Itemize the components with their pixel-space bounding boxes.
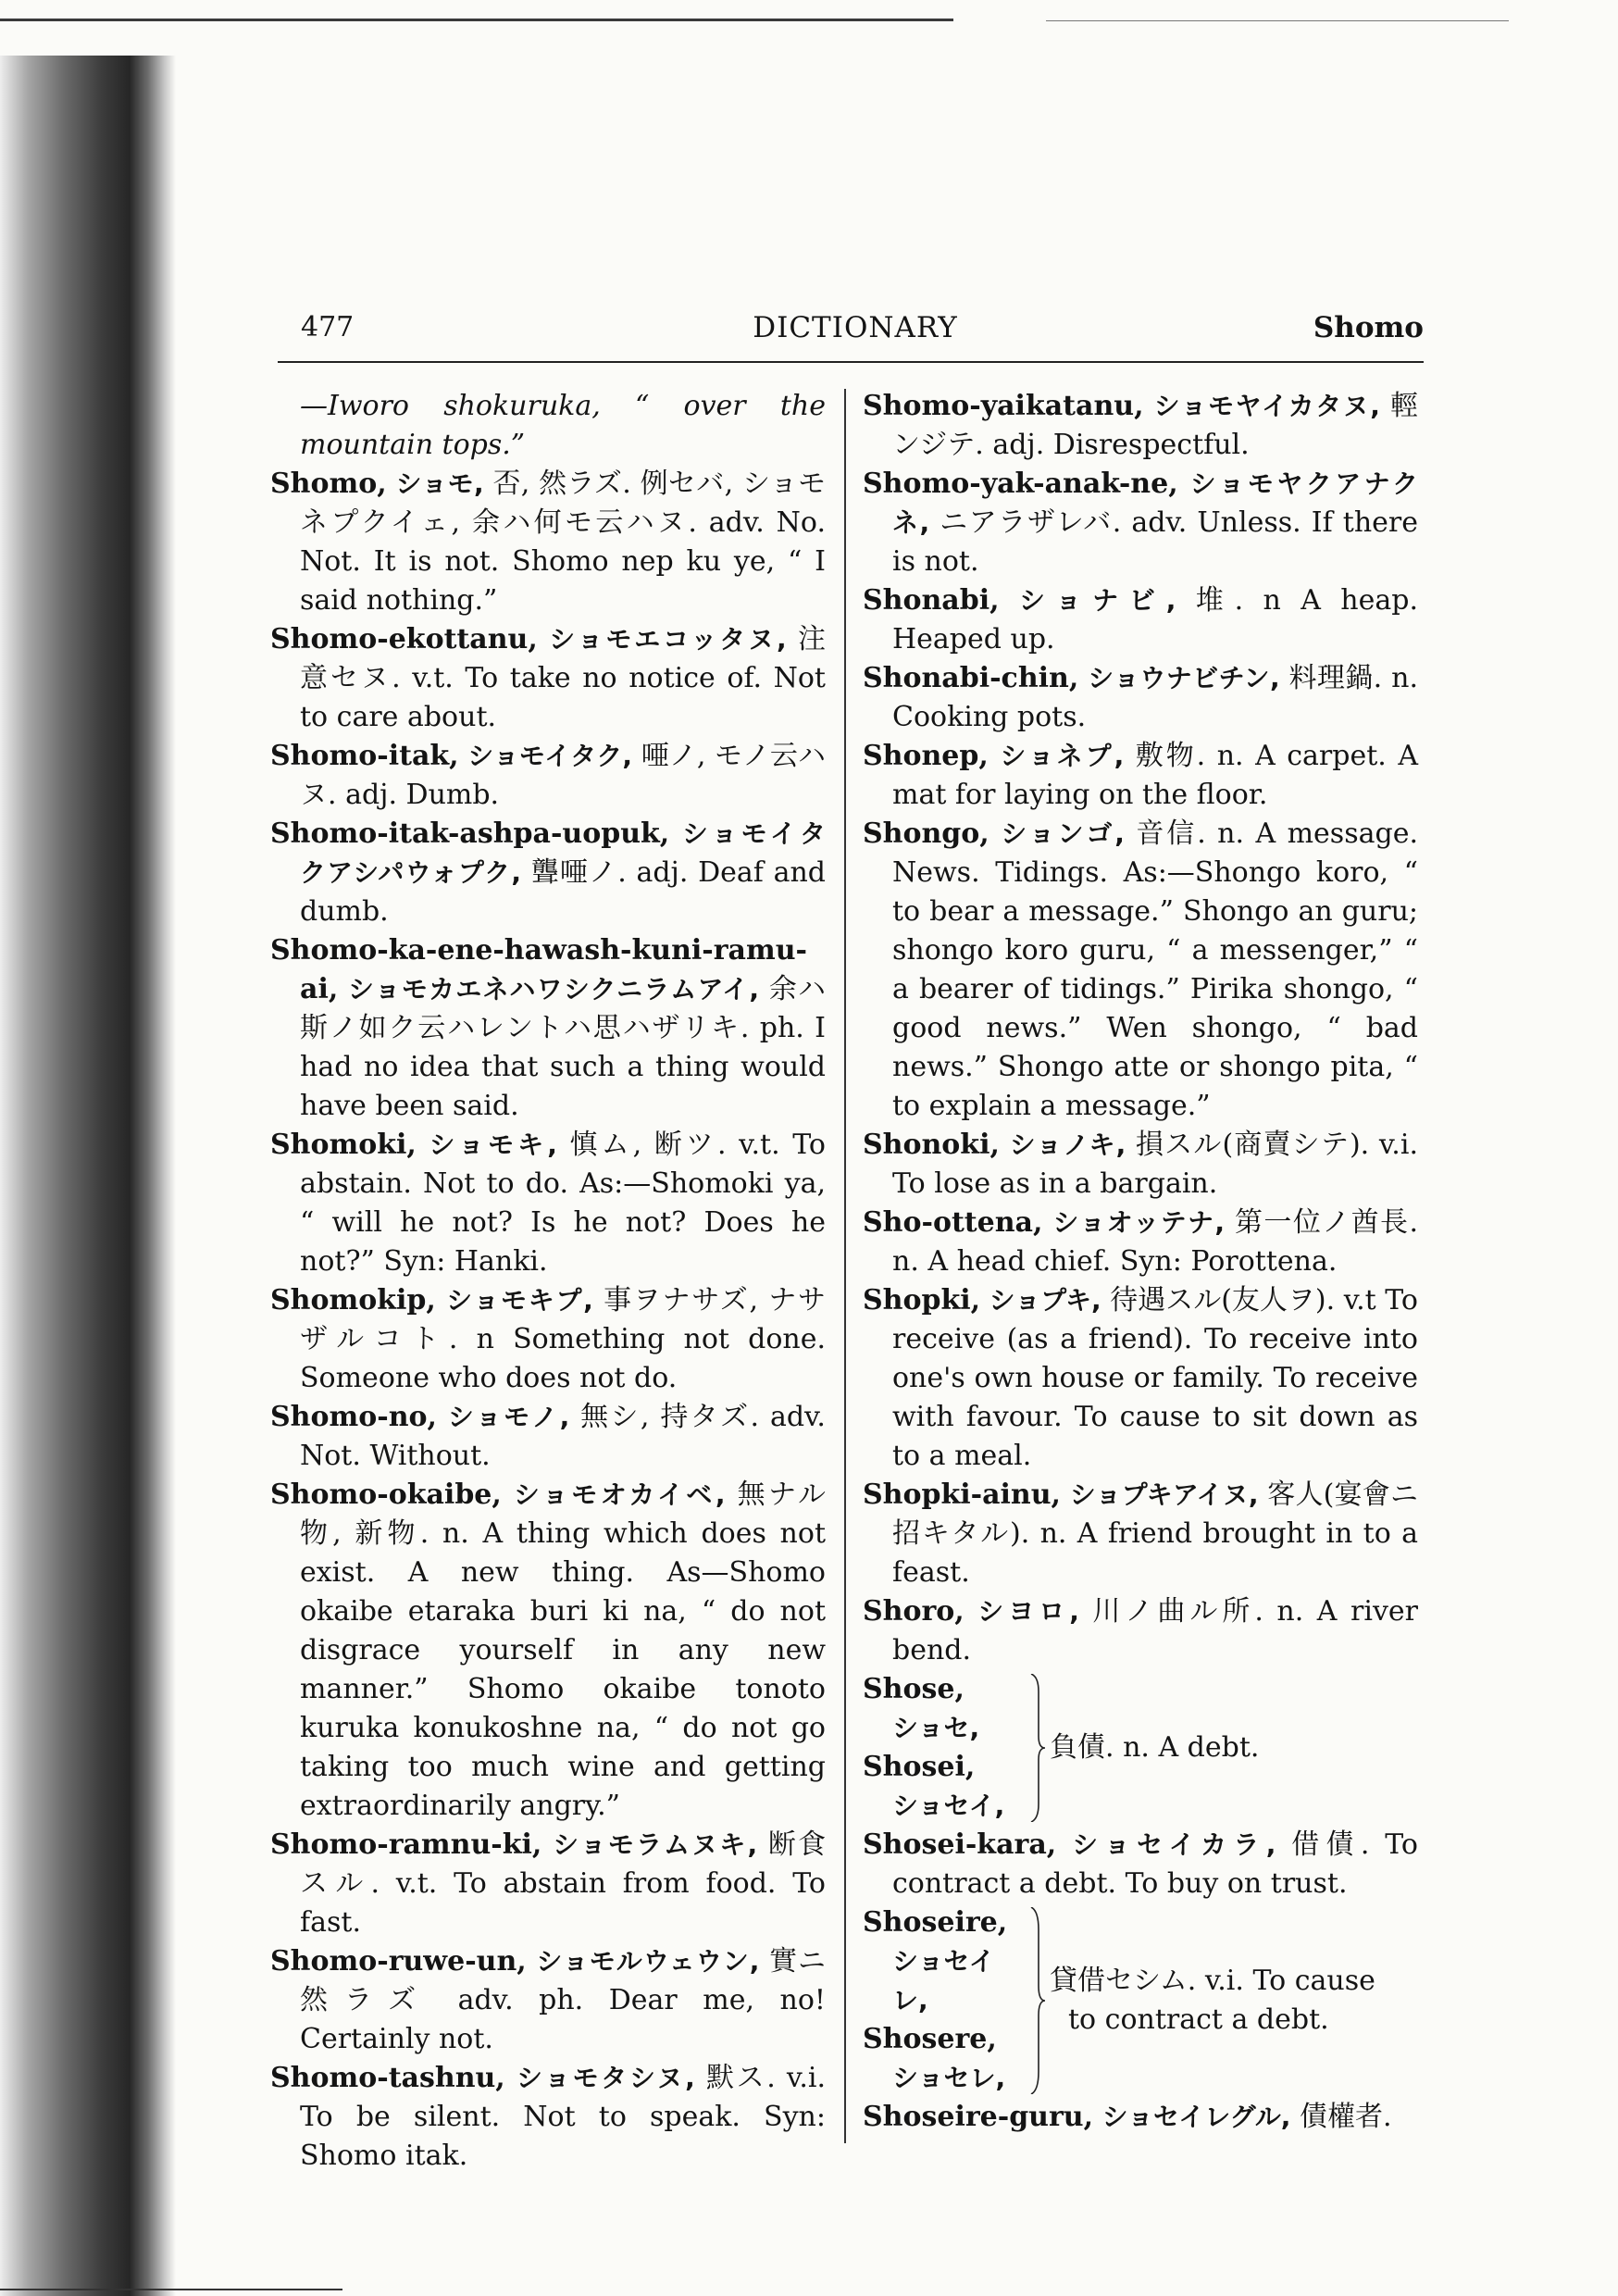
katakana: ショセ, [892, 1713, 980, 1743]
definition: 借債. To contract a debt. To buy on trust. [892, 1828, 1418, 1900]
katakana: ショモラムヌキ, [553, 1829, 758, 1860]
dictionary-entry [270, 815, 826, 931]
headword: Shopki-ainu, [863, 1479, 1061, 1511]
header-rule [278, 361, 1424, 363]
dictionary-entry [863, 1592, 1418, 1670]
dictionary-entry [863, 465, 1418, 581]
katakana: ショモキプ, [446, 1285, 593, 1316]
definition: 堆. n A heap. Heaped up. [892, 584, 1418, 655]
katakana: ショモヤイカタヌ, [1153, 391, 1380, 421]
headword: Shomoki, [270, 1129, 417, 1161]
definition: 客人(宴會ニ招キタル). n. A friend brought in to a feast. [892, 1479, 1418, 1589]
definition: 第一位ノ酋長. n. A head chief. Syn: Porottena. [892, 1206, 1418, 1278]
headword: Shosei, [863, 1751, 976, 1783]
headword: Shoseire, [863, 1906, 1008, 1939]
guide-word: Shomo [1313, 311, 1424, 344]
headword: Shomo-ruwe-un, [270, 1945, 527, 1978]
katakana: ショモカエネハワシクニラムアイ, [348, 974, 760, 1004]
left-column [270, 387, 826, 2176]
group-headwords [863, 1670, 1029, 1826]
definition: 默ス. v.i. To be silent. Not to speak. Syn: Shomo itak. [300, 2062, 826, 2172]
dictionary-entry [270, 1126, 826, 1281]
bottom-border-line [0, 2289, 342, 2290]
dictionary-entry [863, 737, 1418, 815]
headword: Shonabi-chin, [863, 662, 1079, 694]
definition: 料理鍋. n. Cooking pots. [892, 662, 1418, 733]
katakana: シヨロ, [977, 1596, 1079, 1627]
dictionary-entry [863, 2098, 1418, 2137]
definition: 事ヲナサズ, ナサザルコト. n Something not done. Someone who does not do. [300, 1284, 827, 1394]
dictionary-entry [863, 1281, 1418, 1476]
headword: Sho-ottena, [863, 1206, 1043, 1239]
definition: 債權者. [1300, 2101, 1392, 2133]
definition-line: 貸借セシム. v.i. To cause [1050, 1965, 1375, 1997]
headword: Shosere, [863, 2023, 997, 2055]
headword: Shosei-kara, [863, 1828, 1057, 1861]
definition: 注意セヌ. v.t. To take no notice of. Not to care about. [300, 623, 826, 733]
dictionary-entry [270, 1942, 826, 2059]
katakana: ショセレ, [892, 2063, 1006, 2093]
running-title: DICTIONARY [753, 311, 958, 344]
katakana: ショモイタク, [467, 741, 633, 771]
headword: Shomo-ekottanu, [270, 623, 538, 655]
bracketed-entry-group [863, 1903, 1418, 2098]
dictionary-entry [270, 465, 826, 620]
katakana: ショモイタクアシパウォプク, [300, 818, 826, 888]
katakana: ショモキ, [429, 1129, 557, 1160]
definition-line: to contract a debt. [1068, 2003, 1329, 2036]
dictionary-entry [270, 1476, 826, 1826]
dictionary-entry [863, 1826, 1418, 1903]
headword: Shomo-no, [270, 1401, 437, 1433]
katakana: ショモノ, [447, 1402, 570, 1432]
headword: Shomo-itak-ashpa-uopuk, [270, 817, 670, 850]
headword: Shomo, [270, 468, 387, 500]
definition: 無シ, 持タズ. adv. Not. Without. [300, 1401, 826, 1472]
katakana: ショモエコッタヌ, [549, 624, 787, 655]
headword: Shose, [863, 1673, 965, 1705]
dictionary-entry [863, 1204, 1418, 1281]
definition: 川ノ曲ル所. n. A river bend. [892, 1595, 1418, 1666]
headword: Shomo-ramnu-ki, [270, 1828, 542, 1861]
katakana: ショセイカラ, [1072, 1829, 1276, 1860]
definition: 無ナル物, 新物. n. A thing which does not exist. A new thing. As—Shomo okaibe etaraka buri ki na, “ do not disgrace yourself in any new manner.” Shomo okaibe tonoto kuruka konukoshne na, “ do not go taking too much wine and getting extraordinarily angry.” [300, 1479, 826, 1822]
group-headwords [863, 1903, 1029, 2098]
headword: Shomo-yaikatanu, [863, 390, 1144, 422]
top-border-line [0, 19, 1618, 21]
katakana: ショモオカイベ, [513, 1479, 726, 1510]
katakana: ショノキ, [1009, 1129, 1126, 1160]
book-spine-shadow [0, 56, 176, 2296]
definition: 敷物. n. A carpet. A mat for laying on the floor. [892, 740, 1418, 811]
headword: Shonoki, [863, 1129, 1000, 1161]
headword: Shonabi, [863, 584, 1000, 617]
headword: Shomo-ka-ene-hawash-kuni-ramu-ai, [270, 934, 807, 1005]
katakana: ショネプ, [1000, 741, 1125, 771]
curly-brace [1029, 1670, 1046, 1826]
headword: Shomo-itak, [270, 740, 459, 772]
definition: 實ニ然ラズ adv. ph. Dear me, no! Certainly not. [300, 1945, 827, 2055]
bracketed-entry-group [863, 1670, 1418, 1826]
katakana: ショセイレ, [892, 1946, 995, 2015]
headword: Shomo-tashnu, [270, 2062, 505, 2094]
dictionary-entry [863, 387, 1418, 465]
dictionary-entry [863, 659, 1418, 737]
definition: 唖ノ, モノ云ハヌ. adj. Dumb. [300, 740, 826, 811]
right-column [863, 387, 1418, 2137]
katakana: ショセイ, [892, 1791, 1005, 1821]
katakana: ショナビ, [1018, 585, 1176, 616]
dictionary-entry [270, 1826, 826, 1942]
headword: Shopki, [863, 1284, 981, 1316]
dictionary-entry [863, 581, 1418, 659]
dictionary-entry [863, 1126, 1418, 1204]
definition [1050, 1962, 1418, 2040]
definition: 聾唖ノ. adj. Deaf and dumb. [300, 856, 826, 928]
katakana: ショモ, [395, 468, 484, 499]
headword: Shoro, [863, 1595, 965, 1628]
dictionary-entry [270, 931, 826, 1126]
katakana: ションゴ, [1001, 818, 1125, 849]
katakana: ショプキアイヌ, [1069, 1479, 1259, 1510]
continued-entry: —Iworo shokuruka, “ over the mountain tops.” [300, 390, 826, 461]
dictionary-entry [270, 620, 826, 737]
katakana: ショオッテナ, [1052, 1207, 1226, 1238]
headword: Shomo-okaibe, [270, 1479, 502, 1511]
katakana: ショプキ, [989, 1285, 1101, 1316]
page-header [287, 306, 1424, 352]
definition: 音信. n. A message. News. Tidings. As:—Shongo koro, “ to bear a message.” Shongo an guru; shongo koro guru, “ a messenger,” “ a bearer of tidings.” Pirika shongo, “ good news.” Wen shongo, “ bad news.” Shongo atte or shongo pita, “ to explain a message.” [892, 817, 1418, 1122]
headword: Shonep, [863, 740, 989, 772]
definition: ニアラザレバ. adv. Unless. If there is not. [892, 506, 1418, 578]
definition: 慎ム, 断ツ. v.t. To abstain. Not to do. As:—Shomoki ya, “ will he not? Is he not? Does he not?” Syn: Hanki. [300, 1129, 826, 1278]
headword: Shoseire-guru, [863, 2101, 1094, 2133]
column-divider [844, 389, 846, 2143]
dictionary-entry [270, 1398, 826, 1476]
katakana: ショモヤクアナクネ, [892, 468, 1418, 538]
definition: 断食スル. v.t. To abstain from food. To fast. [300, 1828, 826, 1939]
katakana: ショモタシヌ, [516, 2063, 695, 2093]
definition: 負債. n. A debt. [1050, 1731, 1260, 1764]
katakana: ショウナビチン, [1088, 663, 1280, 693]
definition: 損スル(商賣シテ). v.i. To lose as in a bargain. [892, 1129, 1418, 1200]
headword: Shomo-yak-anak-ne, [863, 468, 1178, 500]
dictionary-entry [270, 1281, 826, 1398]
dictionary-entry [863, 815, 1418, 1126]
definition: 待遇スル(友人ヲ). v.t To receive (as a friend). To receive into one's own house or family. To receive with favour. To cause to sit down as to a meal. [892, 1284, 1418, 1472]
page-number: 477 [301, 311, 355, 343]
katakana: ショモルウェウン, [536, 1946, 760, 1977]
headword: Shongo, [863, 817, 989, 850]
headword: Shomokip, [270, 1284, 436, 1316]
definition: 否, 然ラズ. 例セバ, ショモネプクイェ, 余ハ何モ云ハヌ. adv. No. Not. It is not. Shomo nep ku ye, “ I said nothing.” [300, 468, 826, 617]
dictionary-entry [270, 2059, 826, 2176]
dictionary-entry [270, 737, 826, 815]
curly-brace [1029, 1903, 1046, 2098]
dictionary-entry [863, 1476, 1418, 1592]
definition: 余ハ斯ノ如ク云ハレントハ思ハザリキ. ph. I had no idea that such a thing would have been said. [300, 973, 826, 1122]
katakana: ショセイレグル, [1101, 2102, 1291, 2132]
definition: 輕ンジテ. adj. Disrespectful. [892, 390, 1418, 461]
